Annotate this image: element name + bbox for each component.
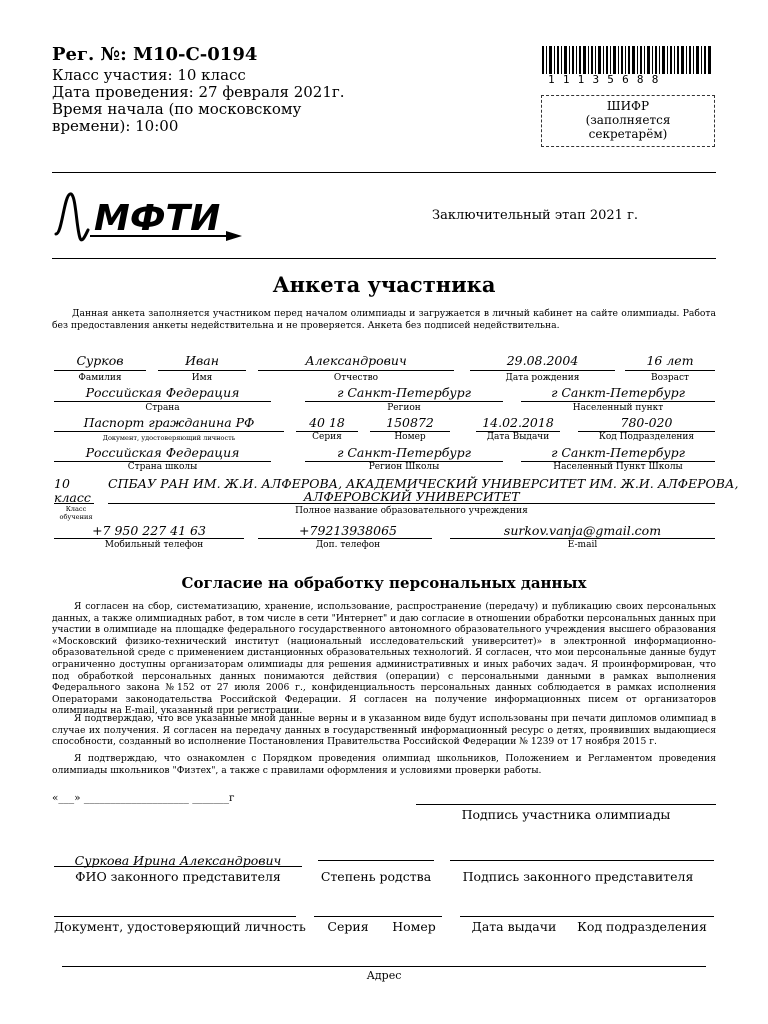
- doc-number-label: Номер: [394, 432, 426, 442]
- rep-dept-code-label: Код подразделения: [577, 919, 707, 934]
- mobile-phone-label: Мобильный телефон: [104, 540, 204, 550]
- rep-doc-underline[interactable]: [54, 916, 296, 917]
- participation-class: Класс участия: 10 класс: [52, 66, 246, 84]
- extra-phone-value: +79213938065: [299, 523, 397, 538]
- relation-label: Степень родства: [320, 869, 432, 884]
- id-document-value: Паспорт гражданина РФ: [83, 415, 255, 430]
- cipher-note-line1: (заполняется: [585, 113, 671, 127]
- barcode-digits: 11135688: [548, 73, 667, 86]
- mipt-logo: [54, 186, 244, 244]
- intro-text: Данная анкета заполняется участником перед началом олимпиады и загружается в личный кабинет на сайте олимпиады. Работа без предоставления анкеты недействительна и не проверяется. Анкета без подписей недействительна.: [52, 308, 716, 331]
- issue-date-value: 14.02.2018: [482, 415, 554, 430]
- birth-date-value: 29.08.2004: [506, 353, 579, 368]
- representative-name-value: Суркова Ирина Александрович: [74, 853, 282, 868]
- city-label: Населенный пункт: [572, 403, 664, 413]
- patronymic-value: Александрович: [305, 353, 407, 368]
- consent-paragraph-1: Я согласен на сбор, систематизацию, хранение, использование, распространение (передачу) и публикацию своих персональных данных, а также олимпиадных работ, в том числе в сети "Интернет" и даю согласие в отношении обработки персональных данных при участии в олимпиаде на площадке федерального государственного автономного образовательного учреждения высшего образования «Московский физико-технический институт (национальный исследовательский университет)» в электронной информационно-образовательной среде с применением дистанционных образовательных технологий. Я согласен, что мои персональные данные будут ограниченно доступны организаторам олимпиады для решения административных и иных рабочих задач. Я проинформирован, что под обработкой персональных данных понимаются действия (операции) с персональными данными в рамках выполнения Федерального закона №152 от 27 июля 2006 г., конфиденциальность персональных данных соблюдается в рамках исполнения Операторами законодательства Российской Федерации. Я согласен на получение информационных писем от организаторов олимпиады на E-mail, указанный при регистрации.: [52, 601, 716, 717]
- age-label: Возраст: [650, 373, 690, 383]
- rep-doc-label: Документ, удостоверяющий личность: [54, 919, 306, 934]
- email-underline: [450, 538, 715, 539]
- school-region-value: г Санкт-Петербург: [337, 445, 471, 460]
- issue-date-label: Дата Выдачи: [486, 432, 550, 442]
- school-city-label: Населенный Пункт Школы: [553, 462, 683, 472]
- region-label: Регион: [387, 403, 421, 413]
- country-underline: [54, 401, 271, 402]
- grade-label-line2: обучения: [59, 513, 93, 521]
- form-title: Анкета участника: [272, 272, 496, 297]
- school-city-value: г Санкт-Петербург: [551, 445, 685, 460]
- country-label: Страна: [145, 403, 180, 413]
- cipher-box: [541, 95, 715, 147]
- representative-signature-underline[interactable]: [450, 860, 714, 861]
- surname-label: Фамилия: [78, 373, 122, 383]
- surname-value: Сурков: [76, 353, 124, 368]
- id-document-label: Документ, удостоверяющий личность: [102, 434, 236, 442]
- series-label: Серия: [312, 432, 342, 442]
- surname-underline: [54, 370, 146, 371]
- date-blank: «___» ____________________ _______г: [52, 792, 235, 804]
- grade-underline: [54, 503, 94, 504]
- country-value: Российская Федерация: [85, 385, 240, 400]
- region-underline: [305, 401, 503, 402]
- rep-number-label: Номер: [392, 919, 436, 934]
- school-name-line1: СПБАУ РАН ИМ. Ж.И. АЛФЕРОВА, АКАДЕМИЧЕСКИЙ УНИВЕРСИТЕТ ИМ. Ж.И. АЛФЕРОВА,: [108, 476, 739, 491]
- representative-name-underline: [54, 866, 302, 867]
- city-value: г Санкт-Петербург: [551, 385, 685, 400]
- participant-signature-label: Подпись участника олимпиады: [461, 807, 671, 822]
- school-name-label: Полное название образовательного учреждения: [295, 506, 528, 516]
- doc-number-value: 150872: [386, 415, 434, 430]
- name-value: Иван: [185, 353, 219, 368]
- barcode-image: [542, 46, 712, 74]
- age-underline: [625, 370, 715, 371]
- series-value: 40 18: [309, 415, 345, 430]
- dept-code-value: 780-020: [620, 415, 673, 430]
- birth-date-label: Дата рождения: [505, 373, 580, 383]
- mobile-phone-underline: [54, 538, 244, 539]
- consent-paragraph-2: Я подтверждаю, что все указанные мной данные верны и в указанном виде будут использованы при печати дипломов олимпиад в случае их получения. Я согласен на передачу данных в государственный информационный ресурс о детях, проявивших выдающиеся способности, созданный во исполнение Постановления Правительства Российской Федерации № 1239 от 17 ноября 2015 г.: [52, 713, 716, 748]
- email-label: E-mail: [567, 540, 598, 550]
- name-underline: [158, 370, 246, 371]
- school-name-line2: АЛФЕРОВСКИЙ УНИВЕРСИТЕТ: [303, 489, 520, 504]
- divider-logo: [52, 258, 716, 259]
- rep-series-label: Серия: [327, 919, 369, 934]
- representative-name-label: ФИО законного представителя: [75, 869, 281, 884]
- region-value: г Санкт-Петербург: [337, 385, 471, 400]
- divider-top: [52, 172, 716, 173]
- rep-series-number-underline[interactable]: [314, 916, 442, 917]
- cipher-label: ШИФР: [606, 99, 650, 113]
- address-underline[interactable]: [62, 966, 706, 967]
- name-label: Имя: [191, 373, 213, 383]
- rep-issue-dept-underline[interactable]: [460, 916, 714, 917]
- school-country-value: Российская Федерация: [85, 445, 240, 460]
- grade-value-line2: класс: [54, 490, 91, 505]
- consent-title: Согласие на обработку персональных данных: [181, 574, 587, 592]
- school-name-underline: [108, 503, 715, 504]
- relation-underline[interactable]: [318, 860, 434, 861]
- representative-signature-label: Подпись законного представителя: [462, 869, 694, 884]
- consent-paragraph-3: Я подтверждаю, что ознакомлен с Порядком проведения олимпиад школьников, Положением и Регламентом проведения олимпиады школьников "Физтех", а также с правилами оформления и условиями проверки работы.: [52, 753, 716, 776]
- birth-date-underline: [470, 370, 615, 371]
- registration-number: Рег. №: М10-С-0194: [52, 44, 258, 65]
- olympiad-stage: Заключительный этап 2021 г.: [432, 208, 639, 223]
- patronymic-underline: [258, 370, 454, 371]
- city-underline: [521, 401, 715, 402]
- start-time-line1: Время начала (по московскому: [52, 100, 302, 118]
- start-time-line2: времени): 10:00: [52, 117, 179, 135]
- extra-phone-label: Доп. телефон: [315, 540, 381, 550]
- age-value: 16 лет: [646, 353, 694, 368]
- school-country-label: Страна школы: [127, 462, 198, 472]
- participant-signature-line[interactable]: [416, 804, 716, 805]
- cipher-note-line2: секретарём): [588, 127, 668, 141]
- grade-value-line1: 10: [54, 476, 70, 491]
- extra-phone-underline: [258, 538, 432, 539]
- mobile-phone-value: +7 950 227 41 63: [92, 523, 206, 538]
- school-region-label: Регион Школы: [368, 462, 440, 472]
- grade-label-line1: Класс: [65, 505, 87, 513]
- email-value: surkov.vanja@gmail.com: [503, 523, 662, 538]
- id-document-underline: [54, 431, 284, 432]
- event-date: Дата проведения: 27 февраля 2021г.: [52, 83, 345, 101]
- patronymic-label: Отчество: [333, 373, 379, 383]
- svg-text:МФТИ: МФТИ: [94, 198, 221, 239]
- rep-issue-date-label: Дата выдачи: [471, 919, 557, 934]
- dept-code-label: Код Подразделения: [598, 432, 695, 442]
- address-label: Адрес: [366, 969, 402, 982]
